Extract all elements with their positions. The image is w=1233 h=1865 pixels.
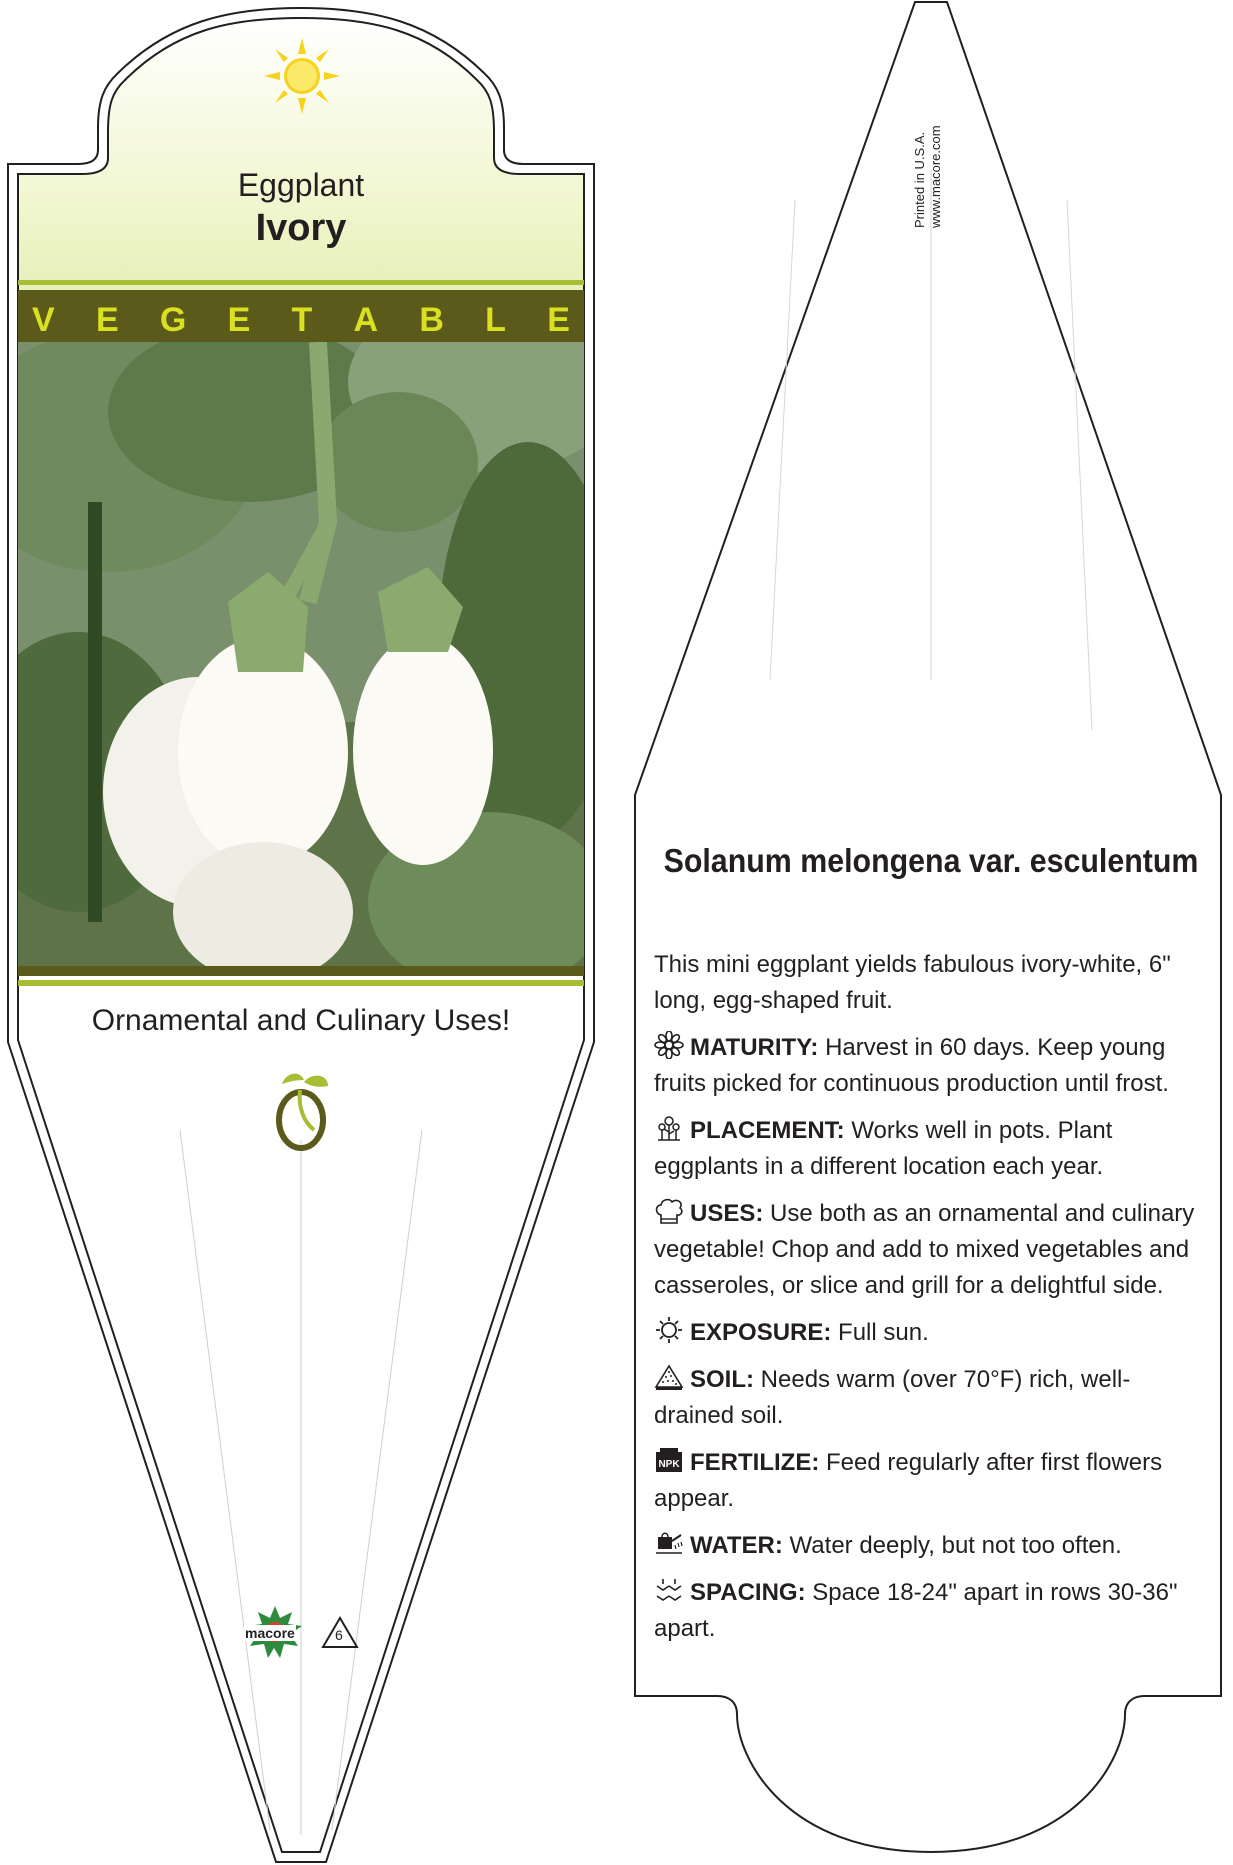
maturity-item: [654, 1030, 1210, 1102]
tagline: Ornamental and Culinary Uses!: [91, 1004, 511, 1037]
category-letter: E: [547, 300, 570, 339]
soil-label: SOIL:: [690, 1366, 754, 1393]
category-letter: B: [419, 300, 444, 339]
printed-location: Printed in U.S.A.: [912, 131, 927, 228]
macore-brand-text: macore: [245, 1625, 295, 1641]
soil-text: Needs warm (over 70°F) rich, well-drained soil.: [654, 1366, 1131, 1429]
fertilize-label: FERTILIZE:: [690, 1449, 820, 1476]
flower-icon: [654, 1031, 684, 1059]
category-letter: V: [32, 300, 55, 339]
latin-name: Solanum melongena var. esculentum: [663, 842, 1199, 879]
exposure-text: Full sun.: [831, 1319, 929, 1346]
category-banner: [18, 300, 584, 340]
placement-text: Works well in pots. Plant eggplants in a different location each year.: [654, 1117, 1113, 1180]
water-item: [654, 1528, 1210, 1564]
placement-item: [654, 1113, 1210, 1185]
soil-icon: [654, 1363, 684, 1391]
front-tag: [0, 0, 602, 1865]
maturity-label: MATURITY:: [690, 1034, 819, 1061]
sun-icon: [262, 36, 342, 116]
fertilize-text: Feed regularly after first flowers appear.: [654, 1449, 1163, 1512]
maturity-text: Harvest in 60 days. Keep young fruits picked for continuous production until frost.: [654, 1034, 1169, 1097]
exposure-item: [654, 1315, 1210, 1351]
spacing-text: Space 18-24" apart in rows 30-36" apart.: [654, 1579, 1178, 1642]
category-letter: T: [291, 300, 313, 339]
npk-icon: [654, 1446, 684, 1474]
website-url: www.macore.com: [928, 125, 943, 228]
category-letter: A: [353, 300, 379, 339]
fertilize-item: [654, 1445, 1210, 1517]
recycle-code: 6: [335, 1627, 343, 1643]
svg-text:NPK: NPK: [658, 1459, 680, 1470]
care-info: [654, 947, 1210, 1658]
chef-hat-icon: [654, 1197, 684, 1225]
intro-text: This mini eggplant yields fabulous ivory-white, 6" long, egg-shaped fruit.: [654, 951, 1171, 1014]
spacing-icon: [654, 1576, 684, 1604]
category-letter: G: [159, 300, 187, 339]
water-label: WATER:: [690, 1532, 783, 1559]
variety-name: Ivory: [255, 207, 347, 249]
uses-label: USES:: [690, 1200, 764, 1227]
eggplant-photo: [18, 342, 584, 966]
spacing-item: [654, 1575, 1210, 1647]
plants-icon: [654, 1114, 684, 1142]
sun-icon: [654, 1316, 684, 1344]
category-letter: E: [95, 300, 119, 339]
print-info: [912, 125, 944, 228]
water-text: Water deeply, but not too often.: [782, 1532, 1122, 1559]
soil-item: [654, 1362, 1210, 1434]
common-name: Eggplant: [237, 167, 365, 203]
seedling-logo-icon: [270, 1068, 332, 1152]
category-letter: E: [227, 300, 251, 339]
uses-text: Use both as an ornamental and culinary vegetable! Chop and add to mixed vegetables and casseroles, or slice and grill for a delightful side.: [654, 1200, 1195, 1299]
spacing-label: SPACING:: [690, 1579, 806, 1606]
watering-can-icon: [654, 1529, 684, 1557]
uses-item: [654, 1196, 1210, 1304]
category-letter: L: [485, 300, 506, 339]
placement-label: PLACEMENT:: [690, 1117, 845, 1144]
exposure-label: EXPOSURE:: [690, 1319, 832, 1346]
